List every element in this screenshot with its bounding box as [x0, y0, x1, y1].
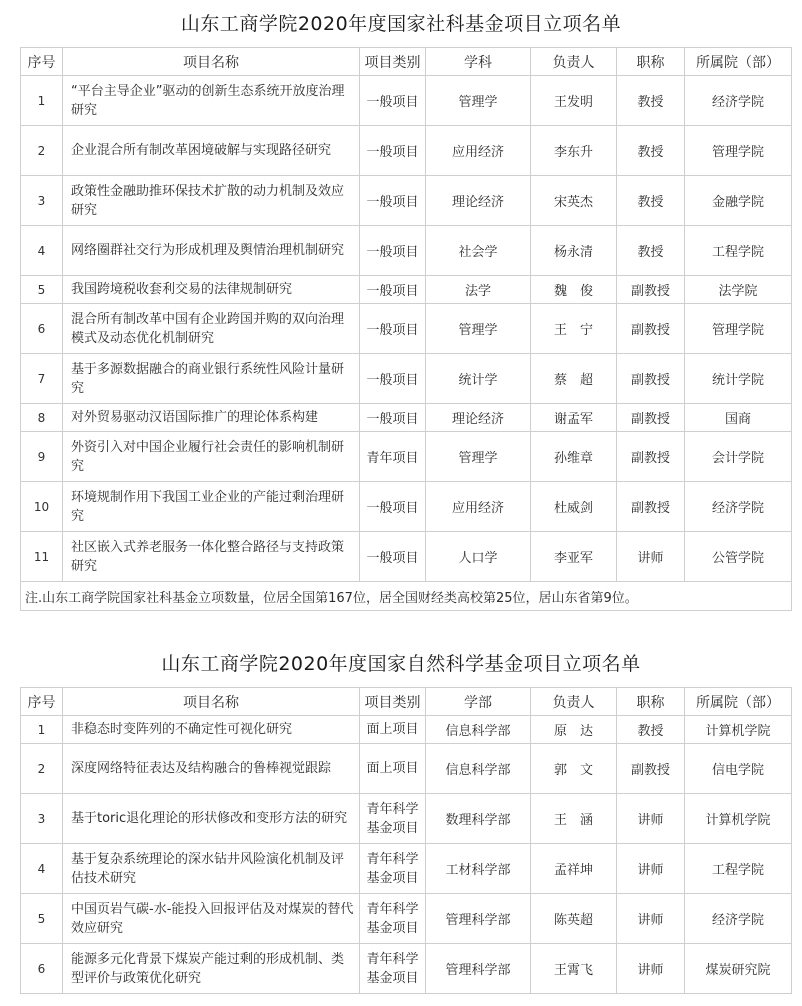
project-category: 一般项目 — [360, 404, 426, 432]
leader-title: 教授 — [617, 226, 685, 276]
project-subject: 应用经济 — [426, 126, 531, 176]
project-leader: 蔡 超 — [531, 354, 617, 404]
project-name: 基于复杂系统理论的深水钻井风险演化机制及评估技术研究 — [63, 844, 360, 894]
leader-title: 教授 — [617, 126, 685, 176]
leader-title: 讲师 — [617, 794, 685, 844]
col-header-category: 项目类别 — [360, 688, 426, 716]
college: 工程学院 — [685, 226, 792, 276]
col-header-leader: 负责人 — [531, 48, 617, 76]
college: 计算机学院 — [685, 716, 792, 744]
table-row — [21, 126, 792, 176]
project-subject: 理论经济 — [426, 404, 531, 432]
college: 计算机学院 — [685, 794, 792, 844]
project-leader: 杨永清 — [531, 226, 617, 276]
project-category: 一般项目 — [360, 304, 426, 354]
table-row — [21, 716, 792, 744]
leader-title: 讲师 — [617, 844, 685, 894]
row-no: 11 — [21, 532, 63, 582]
table-row — [21, 794, 792, 844]
row-no: 5 — [21, 894, 63, 944]
project-leader: 原 达 — [531, 716, 617, 744]
project-category: 一般项目 — [360, 354, 426, 404]
table-row — [21, 176, 792, 226]
project-category: 青年项目 — [360, 432, 426, 482]
leader-title: 副教授 — [617, 404, 685, 432]
table-row — [21, 744, 792, 794]
project-leader: 谢孟军 — [531, 404, 617, 432]
row-no: 3 — [21, 176, 63, 226]
row-no: 7 — [21, 354, 63, 404]
table-row — [21, 944, 792, 994]
col-header-subject: 学科 — [426, 48, 531, 76]
leader-title: 教授 — [617, 76, 685, 126]
table-row — [21, 354, 792, 404]
table-row — [21, 404, 792, 432]
project-name: 中国页岩气碳-水-能投入回报评估及对煤炭的替代效应研究 — [63, 894, 360, 944]
project-department: 管理科学部 — [426, 944, 531, 994]
project-department: 信息科学部 — [426, 744, 531, 794]
project-leader: 郭 文 — [531, 744, 617, 794]
leader-title: 讲师 — [617, 532, 685, 582]
leader-title: 讲师 — [617, 944, 685, 994]
col-header-title: 职称 — [617, 688, 685, 716]
project-category: 青年科学基金项目 — [360, 894, 426, 944]
project-leader: 王 宁 — [531, 304, 617, 354]
col-header-college: 所属院（部） — [685, 688, 792, 716]
natural-science-fund-table — [20, 687, 792, 994]
project-name: 社区嵌入式养老服务一体化整合路径与支持政策研究 — [63, 532, 360, 582]
table-header-row — [21, 688, 792, 716]
project-subject: 人口学 — [426, 532, 531, 582]
project-subject: 社会学 — [426, 226, 531, 276]
project-name: 基于多源数据融合的商业银行系统性风险计量研究 — [63, 354, 360, 404]
college: 经济学院 — [685, 894, 792, 944]
project-subject: 统计学 — [426, 354, 531, 404]
table-row — [21, 894, 792, 944]
row-no: 1 — [21, 76, 63, 126]
col-header-title: 职称 — [617, 48, 685, 76]
col-header-department: 学部 — [426, 688, 531, 716]
row-no: 10 — [21, 482, 63, 532]
leader-title: 副教授 — [617, 304, 685, 354]
college: 会计学院 — [685, 432, 792, 482]
row-no: 5 — [21, 276, 63, 304]
project-leader: 陈英超 — [531, 894, 617, 944]
row-no: 9 — [21, 432, 63, 482]
row-no: 6 — [21, 304, 63, 354]
table-note: 注.山东工商学院国家社科基金立项数量，位居全国第167位，居全国财经类高校第25位，居山东省第9位。 — [21, 582, 792, 611]
table-row — [21, 226, 792, 276]
project-leader: 孙维章 — [531, 432, 617, 482]
project-category: 一般项目 — [360, 482, 426, 532]
social-science-fund-table — [20, 47, 792, 611]
college: 国商 — [685, 404, 792, 432]
col-header-name: 项目名称 — [63, 688, 360, 716]
col-header-no: 序号 — [21, 688, 63, 716]
leader-title: 副教授 — [617, 276, 685, 304]
table-row — [21, 844, 792, 894]
project-category: 一般项目 — [360, 176, 426, 226]
project-leader: 孟祥坤 — [531, 844, 617, 894]
table-row — [21, 532, 792, 582]
leader-title: 副教授 — [617, 744, 685, 794]
project-name: 基于toric退化理论的形状修改和变形方法的研究 — [63, 794, 360, 844]
college: 经济学院 — [685, 482, 792, 532]
college: 信电学院 — [685, 744, 792, 794]
table1-title: 山东工商学院2020年度国家社科基金项目立项名单 — [180, 13, 622, 35]
row-no: 3 — [21, 794, 63, 844]
project-department: 数理科学部 — [426, 794, 531, 844]
col-header-college: 所属院（部） — [685, 48, 792, 76]
project-name: 对外贸易驱动汉语国际推广的理论体系构建 — [63, 404, 360, 432]
project-category: 青年科学基金项目 — [360, 844, 426, 894]
leader-title: 副教授 — [617, 354, 685, 404]
row-no: 6 — [21, 944, 63, 994]
table-row — [21, 432, 792, 482]
project-subject: 管理学 — [426, 76, 531, 126]
table-row — [21, 482, 792, 532]
college: 公管学院 — [685, 532, 792, 582]
college: 工程学院 — [685, 844, 792, 894]
college: 统计学院 — [685, 354, 792, 404]
project-category: 青年科学基金项目 — [360, 944, 426, 994]
project-category: 青年科学基金项目 — [360, 794, 426, 844]
table-note-row — [21, 582, 792, 611]
project-category: 一般项目 — [360, 126, 426, 176]
project-subject: 应用经济 — [426, 482, 531, 532]
college: 煤炭研究院 — [685, 944, 792, 994]
project-category: 一般项目 — [360, 76, 426, 126]
project-department: 管理科学部 — [426, 894, 531, 944]
project-leader: 宋英杰 — [531, 176, 617, 226]
project-department: 工材科学部 — [426, 844, 531, 894]
project-category: 面上项目 — [360, 716, 426, 744]
leader-title: 讲师 — [617, 894, 685, 944]
leader-title: 教授 — [617, 716, 685, 744]
project-leader: 李东升 — [531, 126, 617, 176]
table-row — [21, 304, 792, 354]
college: 金融学院 — [685, 176, 792, 226]
project-subject: 理论经济 — [426, 176, 531, 226]
project-category: 一般项目 — [360, 276, 426, 304]
table2-title: 山东工商学院2020年度国家自然科学基金项目立项名单 — [161, 653, 641, 675]
row-no: 4 — [21, 844, 63, 894]
project-name: 环境规制作用下我国工业企业的产能过剩治理研究 — [63, 482, 360, 532]
leader-title: 教授 — [617, 176, 685, 226]
project-name: 政策性金融助推环保技术扩散的动力机制及效应研究 — [63, 176, 360, 226]
project-leader: 杜威剑 — [531, 482, 617, 532]
project-department: 信息科学部 — [426, 716, 531, 744]
project-name: 能源多元化背景下煤炭产能过剩的形成机制、类型评价与政策优化研究 — [63, 944, 360, 994]
project-name: 我国跨境税收套利交易的法律规制研究 — [63, 276, 360, 304]
project-name: 深度网络特征表达及结构融合的鲁棒视觉跟踪 — [63, 744, 360, 794]
project-leader: 王霄飞 — [531, 944, 617, 994]
project-name: 非稳态时变阵列的不确定性可视化研究 — [63, 716, 360, 744]
table-header-row — [21, 48, 792, 76]
leader-title: 副教授 — [617, 482, 685, 532]
college: 经济学院 — [685, 76, 792, 126]
project-category: 一般项目 — [360, 226, 426, 276]
col-header-name: 项目名称 — [63, 48, 360, 76]
col-header-no: 序号 — [21, 48, 63, 76]
col-header-leader: 负责人 — [531, 688, 617, 716]
project-leader: 王 涵 — [531, 794, 617, 844]
project-name: 网络圈群社交行为形成机理及舆情治理机制研究 — [63, 226, 360, 276]
project-category: 一般项目 — [360, 532, 426, 582]
row-no: 1 — [21, 716, 63, 744]
row-no: 2 — [21, 744, 63, 794]
project-name: 企业混合所有制改革困境破解与实现路径研究 — [63, 126, 360, 176]
college: 管理学院 — [685, 304, 792, 354]
project-leader: 魏 俊 — [531, 276, 617, 304]
college: 管理学院 — [685, 126, 792, 176]
table-row — [21, 76, 792, 126]
project-subject: 管理学 — [426, 304, 531, 354]
project-subject: 管理学 — [426, 432, 531, 482]
project-leader: 王发明 — [531, 76, 617, 126]
project-category: 面上项目 — [360, 744, 426, 794]
leader-title: 副教授 — [617, 432, 685, 482]
project-name: 混合所有制改革中国有企业跨国并购的双向治理模式及动态优化机制研究 — [63, 304, 360, 354]
row-no: 2 — [21, 126, 63, 176]
project-name: “平台主导企业”驱动的创新生态系统开放度治理研究 — [63, 76, 360, 126]
project-subject: 法学 — [426, 276, 531, 304]
col-header-category: 项目类别 — [360, 48, 426, 76]
project-name: 外资引入对中国企业履行社会责任的影响机制研究 — [63, 432, 360, 482]
row-no: 4 — [21, 226, 63, 276]
row-no: 8 — [21, 404, 63, 432]
college: 法学院 — [685, 276, 792, 304]
project-leader: 李亚军 — [531, 532, 617, 582]
table-row — [21, 276, 792, 304]
